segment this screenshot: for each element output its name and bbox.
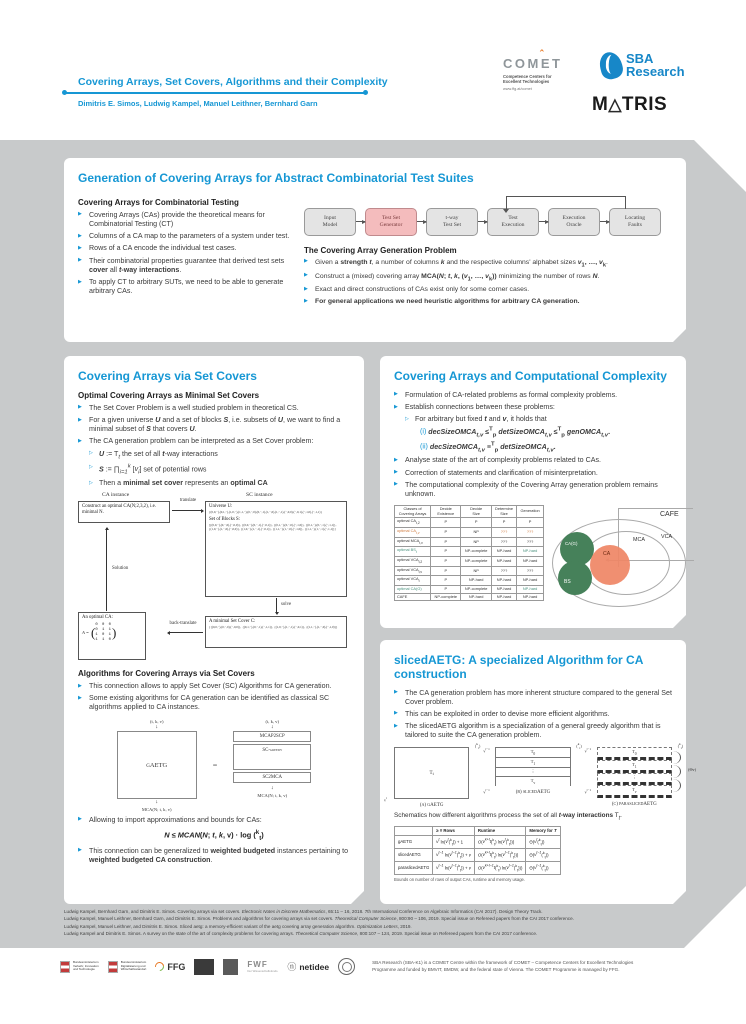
ca-instance-label: CA instance (102, 492, 130, 499)
ct-process-flow-diagram (304, 208, 672, 236)
back-translate-arrow (168, 632, 203, 633)
minimal-set-cover-box (205, 616, 347, 648)
heading-ca-generation-problem: The Covering Array Generation Problem (304, 245, 457, 255)
complexity-table-row: optimal $VCA_{t,v}$ P NP ??? ??? (395, 566, 544, 576)
sc-greedy-box: SC-greedy (233, 744, 311, 770)
mcap2scp-box: MCAP2SCP (233, 731, 311, 742)
bullet-item: ▶ The CA generation problem has more inherent structure compared to the general Set Cover problem. (394, 689, 672, 707)
flow-arrow (539, 221, 548, 222)
solve-label: solve (281, 602, 292, 608)
fwf-logo: FWF Der Wissenschaftsfonds. (247, 960, 279, 973)
bullet-item: ▶ The CA generation problem can be interpreted as a Set Cover problem: (78, 437, 350, 446)
bullet-item: ▶ This can be exploited in order to devise more efficient algorithms. (394, 710, 672, 719)
set-cover-bullets (78, 404, 350, 488)
flow-box: t-way Test Set (426, 208, 478, 236)
flow-arrow (600, 221, 609, 222)
flow-box: Input Model (304, 208, 356, 236)
bullet-item: ▶ For a given universe U and a set of blocks S, i.e. subsets of U, we want to find a minimal subset of S that covers U. (78, 416, 350, 434)
binom-label: ($^k_t$) (475, 742, 481, 751)
ffg-logo: FFG (155, 962, 185, 972)
cafe-region-outline (618, 508, 693, 567)
section-title-set-covers: Covering Arrays via Set Covers (78, 369, 257, 383)
section-title-complexity: Covering Arrays and Computational Complexity (394, 369, 667, 383)
down-arrow-icon: ↓ (270, 723, 274, 730)
solve-arrow (276, 598, 277, 614)
bullet-item: ▶ This connection allows to apply Set Cover (SC) Algorithms for CA generation. (78, 682, 350, 691)
austrian-flag-icon (108, 961, 118, 973)
matrix-row: 1 0 1 (95, 632, 113, 637)
weighted-budgeted-bullet: ▶ This connection can be generalized to weighted budgeted instances pertaining to weighted budgeted CA construction. (78, 847, 350, 865)
bullet-item: ▶ The computational complexity of the Covering Array generation problem remains unknown. (394, 481, 672, 499)
complexity-table-row: CAFE NP-complete NP-hard NP-hard NP-hard (395, 593, 544, 601)
reference-item: Ludwig Kampel, Manuel Leithner, and Dimitris E. Simos. Sliced aetg: a memory-efficient variant of the aetg covering array generation algorithm. Optimization Letters, 2019. (64, 923, 412, 929)
sc-instance-label: SC instance (246, 492, 273, 499)
heading-optimal-ca-minimal-sc: Optimal Covering Arrays as Minimal Set Covers (78, 390, 260, 400)
flow-box: Execution Oracle (548, 208, 600, 236)
bullet-item: ▶ Some existing algorithms for CA generation can be identified as classical SC algorithms applied to CA instances. (78, 694, 350, 712)
partner-logo-gray (223, 959, 238, 975)
equals-sign: = (212, 760, 218, 770)
bullet-item: ▶ Covering Arrays (CAs) provide the theoretical means for Combinatorial Testing (CT) (78, 211, 290, 229)
complexity-table-row: optimal $BS_t$ P NP-complete NP-hard NP-hard (395, 547, 544, 557)
gaetg-block: T t (394, 747, 469, 799)
gaetg-caption: (a) gAETG (419, 803, 444, 809)
flow-box: Test Execution (487, 208, 539, 236)
bullet-item: ▶ Construct a (mixed) covering array MCA(N; t, k, ($v_1$, …, $v_k$)) minimizing the number of rows N. (304, 273, 672, 284)
flow-arrow (478, 221, 487, 222)
aetg-equivalence-figure (78, 719, 350, 812)
bullet-item: (i) decSizeOMCA$_{t,v}$ ≤$^T_p$ detSizeOMCA$_{t,v}$ ≤$^T_p$ genOMCA$_{t,v}$. (420, 426, 611, 439)
complexity-table-header: Classes of Covering Arrays Decide Existence Decide Size Determine Size Generation (395, 505, 544, 517)
complexity-table-row: optimal $CA_{t,v}$ P NP ??? ??? (395, 528, 544, 538)
sba-wordmark: SBA Research (626, 51, 685, 80)
matrix-rows (95, 623, 112, 643)
reference-item: Ludwig Kampel, Bernhard Garn, and Dimitris E. Simos. Covering arrays via set covers. Electronic Notes in Discrete Mathematics, 65:11 – 16, 2018. 7th International Conference on Algebraic Informatics (CAI 2017). Design Theory Track. (64, 909, 543, 914)
partner-logo-dark (194, 959, 214, 975)
bullet-item: ▶ Exact and direct constructions of CAs exist only for some corner cases. (304, 286, 672, 295)
poster-title: Covering Arrays, Set Covers, Algorithms and their Complexity (78, 76, 388, 88)
slice-t0: $T_0$ (495, 747, 570, 757)
gaetg-box: gAETG (117, 731, 197, 799)
bullet-item: (ii) decSizeOMCA$_{t,v}$ ≡$^T_p$ detSizeOMCA$_{t,v}$. (420, 441, 556, 454)
section-card-set-covers (64, 356, 364, 904)
pipeline-output: MCA(N; t, k, v) (257, 792, 288, 798)
algorithms-bullets (78, 682, 350, 712)
complexity-table-row: optimal $VCA_t$ P NP-hard NP-hard NP-hard (395, 576, 544, 586)
bullet-item: ▷ For arbitrary but fixed t and v, it holds that (394, 415, 672, 424)
down-arrow-icon: ↓ (270, 785, 274, 791)
optimal-ca-matrix: A = ( 0 0 0 0 1 1 1 0 1 1 1 0 ) (82, 623, 117, 642)
bounds-bullet: ▶ Allowing to import approximations and bounds for CAs: (78, 816, 350, 825)
flow-arrow (417, 221, 426, 222)
algorithm-schematics (384, 742, 696, 809)
schematic-caption: Schematics how different algorithms process the set of all t-way interactions $T_t$. (394, 812, 622, 822)
vt1-label: $v^{t-1}$ (584, 788, 592, 795)
venn-label-ca: CA (603, 550, 611, 557)
bullet-item: ▶ Correction of statements and clarification of misinterpretation. (394, 469, 672, 478)
gaetg-output: MCA(N; t, k, v) (141, 806, 172, 812)
bullet-item: ▷ U := $T_t$ the set of all t-way interactions (78, 450, 350, 462)
footer-logo-strip (60, 958, 696, 975)
slice-dots: ⋮ (495, 767, 570, 776)
heading-ca-for-ct: Covering Arrays for Combinatorial Testing (78, 197, 239, 207)
paraslicedaetg-schematic (584, 742, 696, 808)
slicedaetg-schematic (483, 742, 582, 808)
ca-classes-venn-diagram (548, 505, 694, 609)
complexity-table (394, 505, 544, 601)
generation-left-column (78, 193, 290, 310)
matrix-prefix: A = (82, 629, 89, 635)
slicedaetg-caption: (b) slicedAETG (515, 789, 551, 795)
back-translate-label: back-translate (169, 621, 197, 627)
optimal-ca-box (78, 612, 146, 660)
title-rule (64, 92, 366, 94)
venn-label-vca: VCA (661, 533, 673, 540)
bullet-item: ▶ Establish connections between these problems: (394, 403, 672, 412)
comet-subtitle: Competence Centers for Excellent Technologies (503, 74, 552, 85)
blocks-title: Set of Blocks S: (209, 517, 241, 523)
slice-dots: ⋮ (597, 773, 672, 785)
sba-shell-icon (597, 50, 625, 82)
pipeline-input: (t, k, v) (265, 718, 280, 724)
cover-body: {{(0,0,−),(0,−,0),(−,0,0)}, {(0,1,−),(0,−,1),(−,1,1)}, {(1,0,−),(1,−,1),(−,0,1)}, {(1,1,−),(1,−,0),(−,1,0)}} (209, 625, 338, 630)
reference-item: Ludwig Kampel, Manuel Leithner, Bernhard Garn, and Dimitris E. Simos. Problems and algorithms for covering arrays via set covers. Theoretical Computer Science, 800:90 – 106, 2019. Special issue on Refereed papers from the CAI 2017 conference. (64, 916, 574, 922)
vt-label: $v^t$ (384, 796, 387, 803)
venn-label-cag: CA(G) (565, 540, 578, 546)
venn-label-cafe: CAFE (660, 510, 679, 518)
theta-label: (Θv) (688, 767, 696, 773)
poster-authors: Dimitris E. Simos, Ludwig Kampel, Manuel Leithner, Bernhard Garn (78, 98, 318, 108)
slice-t0: $T_0$ (597, 747, 672, 760)
section-title-slicedaetg: slicedAETG: A specialized Algorithm for CA construction (394, 653, 643, 681)
venn-label-mca: MCA (633, 536, 645, 543)
bmvit-logo: Bundesministerium Verkehr, Innovation und Technologie (60, 961, 99, 973)
runtime-table-row: paraslicedAETG $v^{t-1}$ $\ln(v^{t-1}(^k_t)) + v$ $O(v^{k+t-1}t(^k_t)$ $\ln(v^{t-1}(^k_t))$) $\Theta(v^{t-1}(^k_t))$ (395, 862, 561, 875)
runtime-table (394, 826, 561, 875)
ca-for-ct-bullets (78, 211, 290, 296)
ffg-swoosh-icon (154, 960, 167, 973)
bullet-item: ▷ S := $\prod_{i=1}^k$ $[v_i]$ set of potential rows (78, 464, 350, 477)
parallel-arcs-icon (673, 751, 681, 793)
flow-box: Locating Faults (609, 208, 661, 236)
translate-label: translate (179, 498, 197, 504)
comet-url[interactable]: www.ffg.at/comet (503, 86, 532, 91)
solution-label: Solution (112, 566, 129, 572)
section-title-generation: Generation of Covering Arrays for Abstract Combinatorial Test Suites (78, 171, 474, 185)
bullet-item: ▶ To apply CT to arbitrary SUTs, we need to be able to generate arbitrary CAs. (78, 278, 290, 296)
bs-circle (558, 561, 592, 595)
netidee-spiral-icon: ⓝ (287, 962, 297, 972)
pipeline-stack (233, 731, 311, 785)
matrix-row: 0 0 0 (95, 623, 113, 628)
vt1-label: $v^{t-1}$ (483, 788, 490, 795)
sc-instance-box (205, 501, 347, 597)
section-card-complexity (380, 356, 686, 628)
binom-label: ($^k_t$) (576, 742, 582, 751)
solution-arrow (106, 528, 107, 611)
universe-body: {(0,0,−),(0,1,−),(1,0,−),(1,1,−),(0,−,0),(0,−,1),(1,−,0),(1,−,1),(−,0,0),(−,0,1),(−,1,0),(−,1,1)} (209, 510, 322, 515)
bullet-item: ▶ Rows of a CA encode the individual test cases. (78, 244, 290, 253)
generation-right-column (290, 193, 672, 310)
feedback-arrow (506, 196, 626, 209)
matris-triangle-icon: △ (608, 95, 622, 114)
funding-statement: SBA Research (SBA-K1) is a COMET Centre within the framework of COMET – Competence Centers for Excellent Technologies Programme and funded by BMVIT, BMDW, and the federal state of Vienna. The COMET Programme is managed by FFG. (372, 959, 634, 972)
ca-sc-translation-diagram (78, 492, 348, 664)
references-list (64, 908, 684, 937)
austrian-flag-icon (60, 961, 70, 973)
flow-arrow (356, 221, 365, 222)
tu-crest-logo (338, 958, 355, 975)
down-arrow-icon: ↓ (155, 799, 159, 805)
complexity-table-row: optimal $CA_{t,2}$ P P P P (395, 518, 544, 528)
matrix-row: 0 1 1 (95, 627, 113, 632)
gaetg-input: (t, k, v) (149, 718, 164, 724)
bullet-item: ▶ Given a strength t, a number of columns k and the respective columns' alphabet sizes $v_1$, …, $v_k$. (304, 259, 672, 270)
bullet-item: ▷ Then a minimal set cover represents an optimal CA (78, 479, 350, 488)
reference-item: Ludwig Kampel and Dimitris E. Simos. A survey on the state of the art of complexity problems for covering arrays. Theoretical Computer Science, 800:107 – 124, 2019. Special issue on Refereed papers from the CAI 2017 conference. (64, 931, 538, 937)
slice-tv: $T_v$ (495, 776, 570, 786)
optimal-ca-title: An optimal CA: (82, 615, 113, 621)
complexity-bullets (394, 391, 672, 499)
slice-t1: $T_1$ (597, 760, 672, 773)
comet-logo (503, 56, 595, 91)
heading-algorithms-via-sc: Algorithms for Covering Arrays via Set Covers (78, 669, 255, 679)
bullet-item: ▶ Their combinatorial properties guarantee that derived test sets cover all t-way interactions. (78, 257, 290, 275)
title-block (64, 76, 424, 108)
vt1-label: $v^{t-1}$ (483, 747, 490, 754)
vt1-label: $v^{t-1}$ (584, 747, 592, 754)
sc2mca-box: SC2MCA (233, 772, 311, 783)
bmdw-logo: Bundesministerium Digitalisierung und Wirtschaftsstandort (108, 961, 147, 973)
netidee-logo: ⓝ netidee (287, 961, 330, 972)
comet-wordmark: COMˆ ET (503, 56, 595, 71)
bullet-item: ▶ For general applications we need heuristic algorithms for arbitrary CA generation. (304, 298, 672, 307)
venn-label-bs: BS (564, 578, 571, 585)
complexity-table-row: optimal $MCA_{t,v}$ P NP ??? ??? (395, 537, 544, 547)
runtime-table-header: ≥ # Rows Runtime Memory for T (395, 826, 561, 836)
section-card-generation (64, 158, 686, 342)
pipeline-column (233, 719, 311, 812)
complexity-table-wrap (394, 505, 544, 609)
gaetg-column (117, 719, 197, 812)
complexity-table-row: optimal $VCA_{t,2}$ P NP-complete NP-hard NP-hard (395, 557, 544, 567)
universe-title: Universe U: (209, 504, 233, 510)
bullet-item: ▶ The Set Cover Problem is a well studied problem in theoretical CS. (78, 404, 350, 413)
slice-t1: $T_1$ (495, 757, 570, 767)
complexity-table-row: optimal CA(G) P NP-complete NP-hard NP-hard (395, 586, 544, 594)
ca-generation-problem-bullets (304, 259, 672, 307)
slice-tv: $T_v$ (597, 785, 672, 798)
runtime-table-note: Bounds on number of rows of output CAs, runtime and memory usage. (394, 877, 526, 883)
blocks-body: [{(0,0,−),(0,−,0),(−,0,0)}, {(0,0,−),(0,−,1),(−,0,1)}, {(0,1,−),(0,−,0),(−,1,0)}, {(0,1,−),(0,−,1),(−,1,1)}, {(1,0,−),(1,−,0),(−,0,0)}, {(1,0,−),(1,−,1),(−,0,1)}, {(1,1,−),(1,−,0),(−,1,0)}, {(1,1,−),(1,−,1),(−,1,1)}] (209, 523, 337, 532)
runtime-table-row: slicedAETG $v^{t-1}$ $\ln(v^{t-1}(^k_t)) + v$ $O(v^{k+t}t(^k_t)$ $\ln(v^{t-1}(^k_t))$) $\Theta(v^{t-1}(^k_t))$ (395, 849, 561, 862)
paraslicedaetg-caption: (c) paraslicedAETG (611, 801, 657, 807)
bullet-item: ▶ The slicedAETG algorithm is a specialization of a general greedy algorithm that is tailored to suite the CA generation problem. (394, 722, 672, 740)
cover-title: A minimal Set Cover C: (209, 619, 256, 625)
down-arrow-icon: ↓ (155, 723, 159, 730)
bound-formula: N ≤ MCAN(N; t, k, v) · log ($^k_t$) (164, 828, 264, 842)
matris-logo: M△TRIS (592, 94, 668, 115)
sba-research-logo (600, 52, 685, 79)
slicedaetg-bullets (394, 689, 672, 741)
section-card-slicedaetg (380, 640, 696, 904)
binom-label: ($^k_t$) (677, 742, 683, 751)
translate-arrow (172, 510, 203, 511)
bullet-item: ▶ Analyse state of the art of complexity problems related to CAs. (394, 456, 672, 465)
flow-box: Test Set Generator (365, 208, 417, 236)
runtime-table-row: gAETG $v^t$ $\ln(v^t(^k_t)) + 1$ $O(v^{k+t}t(^k_t)$ $\ln(v^t(^k_t))$) $\Theta(v^t(^k_t))$ (395, 836, 561, 849)
construct-ca-box: Construct an optimal CA(N;2,3,2), i.e. minimal N. (78, 501, 170, 523)
gaetg-schematic (384, 742, 481, 809)
bullet-item: ▶ Formulation of CA-related problems as formal complexity problems. (394, 391, 672, 400)
bullet-item: ▶ Columns of a CA map to the parameters of a system under test. (78, 232, 290, 241)
matrix-row: 1 1 0 (95, 637, 113, 642)
